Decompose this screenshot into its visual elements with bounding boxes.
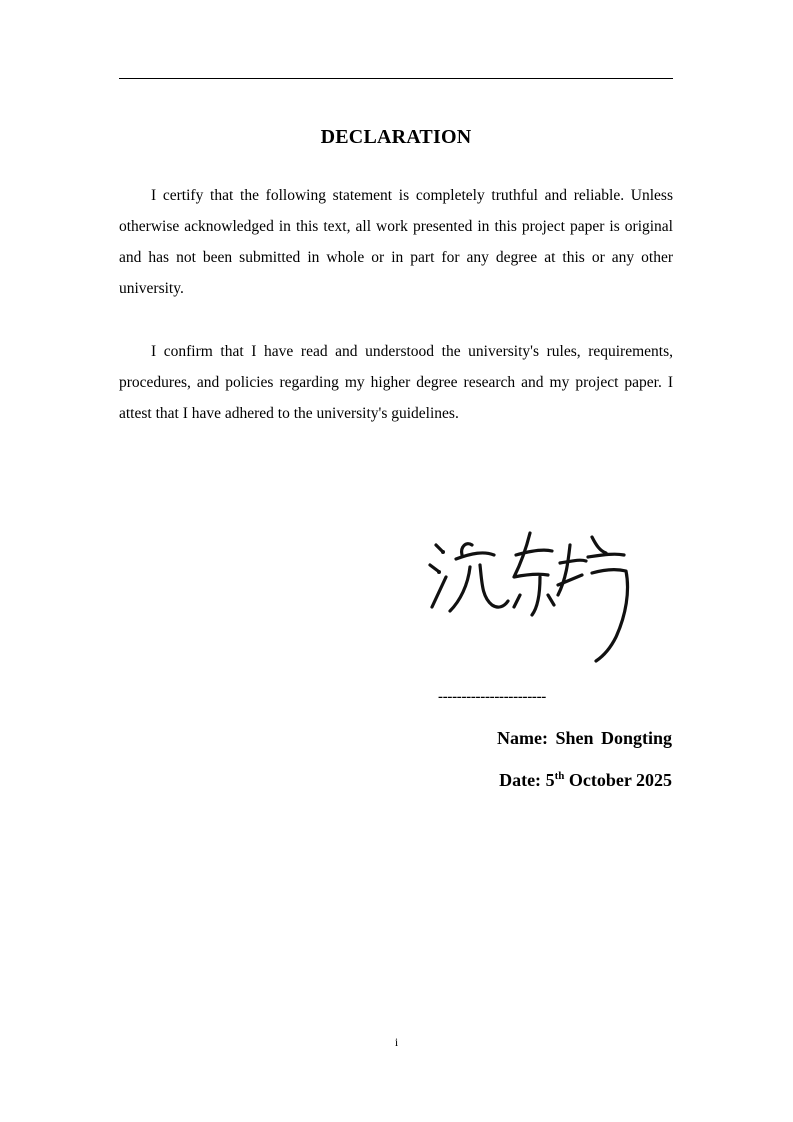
name-label: Name: [496,728,548,748]
page-title: DECLARATION [320,126,472,148]
date-suffix: th [554,770,565,782]
date-line [499,770,672,791]
date-day: 5 [545,770,555,790]
date-label: Date: [499,770,542,790]
name-value: Shen Dongting [555,728,672,748]
page-number: i [394,1035,399,1049]
header-rule [119,78,673,79]
signature-line: ----------------------- [438,689,546,705]
declaration-paragraph-2: I confirm that I have read and understood the university's rules, requirements, procedures, and policies regarding my higher degree research and my project paper. I attest that I have adhered to the university's guidelines. [119,343,673,422]
date-rest: October 2025 [568,770,672,790]
handwritten-signature [420,515,650,670]
name-line [497,728,672,749]
declaration-paragraph-1: I certify that the following statement is completely truthful and reliable. Unless otherwise acknowledged in this text, all work presented in this project paper is original and has not been submitted in whole or in part for any degree at this or any other university. [119,187,673,297]
